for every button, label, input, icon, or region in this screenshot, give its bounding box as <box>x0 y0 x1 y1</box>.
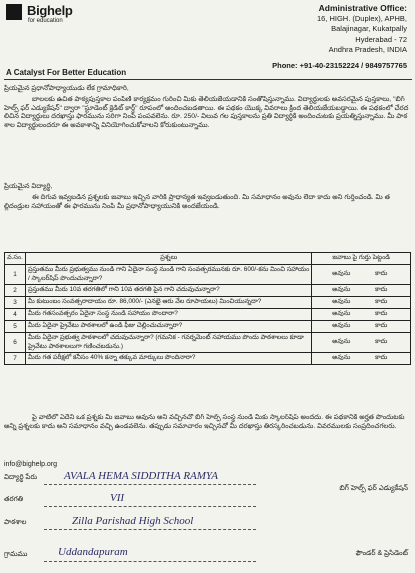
yes-option[interactable]: అవును <box>332 270 351 277</box>
answer-options <box>312 285 411 297</box>
village-underline <box>44 561 256 562</box>
row-number: 1 <box>5 265 26 285</box>
table-row <box>5 297 411 309</box>
question-text: ప్రస్తుతము మీరు ప్రభుత్వము నుండి గాని ఏదైనా సంస్థ నుండి గాని సంవత్సరమునకు రూ. 600/-కను మించి సహాయం / స్కాలర్‌షిప్ పొందుచున్నారా? <box>25 265 311 285</box>
tagline: A Catalyst For Better Education <box>6 68 127 77</box>
table-row <box>5 309 411 321</box>
village-value[interactable]: Uddandapuram <box>58 546 128 558</box>
table-header-row <box>5 253 411 265</box>
no-option[interactable]: కాదు <box>375 298 388 305</box>
logo-subtitle: for education <box>28 18 63 24</box>
table-row <box>5 265 411 285</box>
answer-options <box>312 297 411 309</box>
signature-organisation: బిగ్ హెల్ప్ ఫర్ ఎడ్యుకేషన్ <box>339 485 408 492</box>
question-text: మీరు ఏదైనా ప్రైవేటు పాఠశాలలో ఉండి ఫీజు చెల్లించుచున్నారా? <box>25 321 311 333</box>
school-label: పాఠశాల <box>4 519 27 526</box>
salutation-headmaster: ప్రియమైన ప్రధానోపాధ్యాయుడు లేక గ్రామాధికారి, <box>4 85 129 92</box>
row-number: 7 <box>5 353 26 365</box>
answer-options <box>312 309 411 321</box>
yes-option[interactable]: అవును <box>332 286 351 293</box>
class-value[interactable]: VII <box>110 492 125 504</box>
class-underline <box>44 506 256 507</box>
table-row <box>5 353 411 365</box>
table-row <box>5 321 411 333</box>
yes-option[interactable]: అవును <box>332 310 351 317</box>
question-text: మీరు గతసంవత్సరం ఏదైనా సంస్థ నుండి సహాయం పొందారా? <box>25 309 311 321</box>
student-name-value[interactable]: AVALA HEMA SIDDITHA RAMYA <box>64 470 218 482</box>
table-row <box>5 285 411 297</box>
school-value[interactable]: Zilla Parishad High School <box>72 515 194 527</box>
name-underline <box>44 484 256 485</box>
office-address-block <box>247 3 407 71</box>
answer-options <box>312 333 411 353</box>
col-header-sl: వ.సం. <box>5 253 26 265</box>
row-number: 3 <box>5 297 26 309</box>
question-text: మీ కుటుంబం సంవత్సరాదాయం రూ. 86,000/- (ఎనభై ఆరు వేల రూపాయలు) మించియున్నదా? <box>25 297 311 309</box>
no-option[interactable]: కాదు <box>375 338 388 345</box>
address-line: Balajinagar, Kukatpally <box>331 24 407 33</box>
row-number: 5 <box>5 321 26 333</box>
phone-number: Phone: +91-40-23152224 / 9849757765 <box>272 60 407 70</box>
village-label: గ్రామము <box>4 551 28 558</box>
no-option[interactable]: కాదు <box>375 286 388 293</box>
answer-options <box>312 265 411 285</box>
address-line: Andhra Pradesh, INDIA <box>328 45 407 54</box>
logo-mark <box>6 4 22 20</box>
yes-option[interactable]: అవును <box>332 338 351 345</box>
header-divider <box>4 79 412 80</box>
question-text: ప్రస్తుతము మీరు 10వ తరగతిలో గాని 10వ తరగతి పైన గాని చదువుచున్నారా? <box>25 285 311 297</box>
name-label: విద్యార్థి పేరు <box>4 474 38 481</box>
answer-options <box>312 353 411 365</box>
class-label: తరగతి <box>4 496 24 503</box>
eligibility-questions-table <box>4 252 411 365</box>
table-row <box>5 333 411 353</box>
row-number: 6 <box>5 333 26 353</box>
closing-paragraph: పై వాటిలో ఏదేని ఒక ప్రశ్నకు మీ జవాబు అవును అని వచ్చినచో బిగ్ హెల్ప్ సంస్థ నుండి మీకు స్కాలర్‌షిప్ అందదు. ఈ పథకానికి అర్హత పొందుటకు అన్ని ప్రశ్నలకు కాదు అని సమాధానం వచ్చి ఉండవలెను. తప్పుడు సమాచారం ఇచ్చినచో మీ దరఖాస్తు తిరస్కరించబడును. వివరములకు సంప్రదించగలరు. <box>4 414 405 430</box>
school-underline <box>44 529 256 530</box>
col-header-question: ప్రశ్నలు <box>25 253 311 265</box>
question-text: మీరు గత పరీక్షలో కనీసం 40% కన్నా తక్కువ మార్కులు పొందినారా? <box>25 353 311 365</box>
no-option[interactable]: కాదు <box>375 310 388 317</box>
no-option[interactable]: కాదు <box>375 322 388 329</box>
question-text: మీరు ఏదైనా ప్రభుత్వ పాఠశాలలో చదువుచున్నారా? (గమనిక - గవర్నమెంట్ సహాయము పొందు పాఠశాలలు కూడా ప్రైవేటు పాఠశాలలుగా గణించబడును.) <box>25 333 311 353</box>
address-line: 16, HIGH. (Duplex), APHB, <box>316 13 407 23</box>
signature-title: ఫౌండర్ & ప్రెసిడెంట్ <box>355 550 408 557</box>
no-option[interactable]: కాదు <box>375 354 388 361</box>
logo-name: Bighelp <box>27 3 73 18</box>
address-line: Hyderabad - 72 <box>355 34 407 44</box>
yes-option[interactable]: అవును <box>332 298 351 305</box>
salutation-student: ప్రియమైన విద్యార్థి, <box>4 183 53 190</box>
col-header-answer: జవాబు పై గుర్తు పెట్టండి <box>312 253 411 265</box>
row-number: 2 <box>5 285 26 297</box>
no-option[interactable]: కాదు <box>375 270 388 277</box>
contact-email: info@bighelp.org <box>4 461 58 468</box>
answer-options <box>312 321 411 333</box>
row-number: 4 <box>5 309 26 321</box>
yes-option[interactable]: అవును <box>332 322 351 329</box>
letter-paragraph-1: బాలలకు ఉచిత పాఠ్యపుస్తకాల పంపిణీ కార్యక్రమం గురించి మీకు తెలియజేయడానికి సంతోషిస్తున్నాము. విద్యార్థులకు అవసరమైన పుస్తకాలు, "బిగ్ హెల్ప్ ఫర్ ఎడ్యుకేషన్" ద్వారా "స్టూడెంట్ క్రెడిట్ కార్డ్" రూపంలో అందించబడతాయి. ఈ పథకం యొక్క వివరాలు క్రింద తెలియజేయబడ్డాయి. ఈ పథకంలో చేరదలిచిన విద్యార్థులు దరఖాస్తు ఫారమును సరిగా నింపి పంపవలెను. రూ. 250/- విలువ గల పుస్తకాలను ప్రతి విద్యార్థికి అందించుటకు ప్రయత్నిస్తున్నాము. మీ పాఠశాల విద్యార్థులందరూ ఈ అవకాశాన్ని వినియోగించుకోవాలని కోరుకుంటున్నాము. <box>4 96 409 129</box>
office-title: Administrative Office: <box>318 3 407 13</box>
letter-paragraph-2: ఈ దిగువ ఇవ్వబడిన ప్రశ్నలకు జవాబు ఇచ్చిన వారికి ప్రాధాన్యత ఇవ్వబడుతుంది. మీ సమాధానం అవును లేదా కాదు అని గుర్తించండి. మీ తల్లిదండ్రుల సహాయంతో ఈ ఫారమును నింపి మీ ప్రధానోపాధ్యాయునికి అందజేయండి. <box>4 194 390 210</box>
yes-option[interactable]: అవును <box>332 354 351 361</box>
